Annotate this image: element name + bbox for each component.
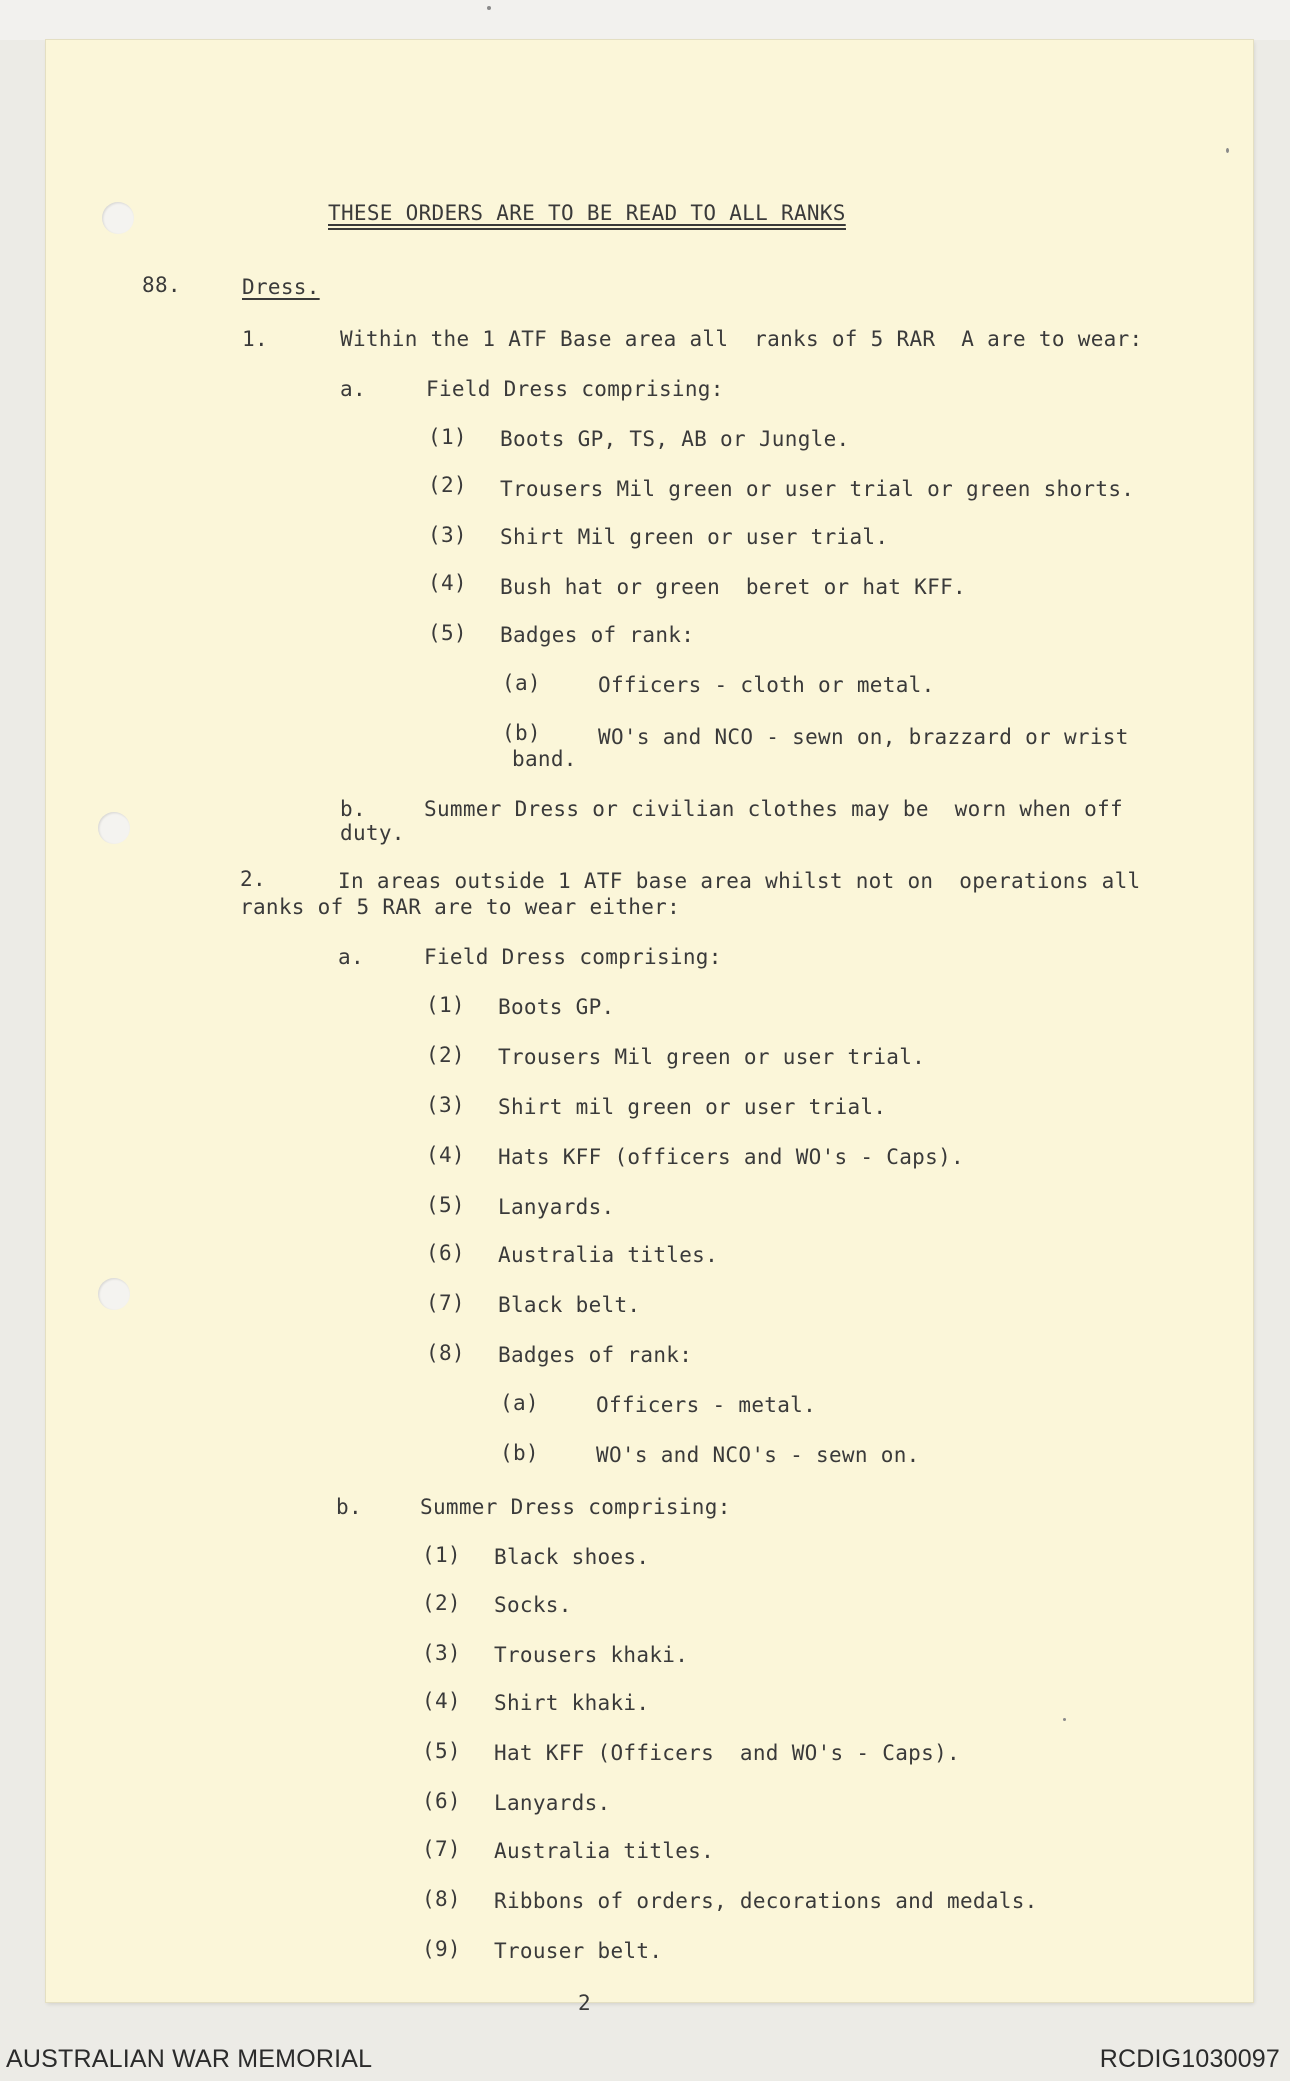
list-item-text: Australia titles.: [498, 1243, 719, 1267]
list-item-text: Lanyards.: [494, 1791, 611, 1815]
paragraph-number: 88.: [142, 273, 181, 297]
rank-item-number: (b): [502, 721, 541, 745]
scan-speck: [487, 6, 491, 10]
list-item-number: (8): [422, 1887, 461, 1911]
archive-id: RCDIG1030097: [1099, 2045, 1280, 2073]
list-item-text: Shirt Mil green or user trial.: [500, 525, 889, 549]
rank-item-text: WO's and NCO - sewn on, brazzard or wrist: [598, 725, 1129, 749]
scan-speck: [1063, 1718, 1066, 1721]
subsection-text: Field Dress comprising:: [426, 377, 724, 401]
rank-item-text: WO's and NCO's - sewn on.: [596, 1443, 920, 1467]
list-item-number: (5): [422, 1739, 461, 1763]
list-item-text: Lanyards.: [498, 1195, 615, 1219]
section-text: In areas outside 1 ATF base area whilst not on operations all: [338, 869, 1141, 893]
list-item-text: Shirt khaki.: [494, 1691, 650, 1715]
list-item-number: (5): [426, 1193, 465, 1217]
list-item-number: (4): [422, 1689, 461, 1713]
subsection-text-continued: duty.: [340, 821, 405, 845]
list-item-text: Trouser belt.: [494, 1939, 663, 1963]
subsection-label: a.: [340, 377, 366, 401]
list-item-text: Badges of rank:: [500, 623, 695, 647]
document-heading: THESE ORDERS ARE TO BE READ TO ALL RANKS: [328, 200, 846, 230]
list-item-text: Boots GP.: [498, 995, 615, 1019]
rank-item-number: (a): [502, 671, 541, 695]
list-item-text: Badges of rank:: [498, 1343, 693, 1367]
list-item-number: (3): [428, 523, 467, 547]
list-item-number: (3): [422, 1641, 461, 1665]
list-item-number: (2): [428, 473, 467, 497]
punch-hole: [102, 202, 134, 234]
scan-background: [0, 0, 1290, 40]
page-number: 2: [578, 1991, 591, 2015]
list-item-text: Trousers Mil green or user trial or green shorts.: [500, 477, 1135, 501]
list-item-text: Hat KFF (Officers and WO's - Caps).: [494, 1741, 960, 1765]
list-item-number: (5): [428, 621, 467, 645]
list-item-text: Boots GP, TS, AB or Jungle.: [500, 427, 850, 451]
list-item-text: Black shoes.: [494, 1545, 650, 1569]
list-item-text: Trousers Mil green or user trial.: [498, 1045, 926, 1069]
section-number: 2.: [240, 867, 266, 891]
subsection-text: Field Dress comprising:: [424, 945, 722, 969]
punch-hole: [98, 812, 130, 844]
subsection-text: Summer Dress comprising:: [420, 1495, 731, 1519]
list-item-number: (4): [426, 1143, 465, 1167]
subsection-label: b.: [336, 1495, 362, 1519]
list-item-text: Hats KFF (officers and WO's - Caps).: [498, 1145, 964, 1169]
paragraph-title: Dress.: [242, 275, 320, 299]
list-item-text: Black belt.: [498, 1293, 641, 1317]
list-item-number: (2): [422, 1591, 461, 1615]
list-item-text: Socks.: [494, 1593, 572, 1617]
list-item-text: Ribbons of orders, decorations and medals.: [494, 1889, 1038, 1913]
rank-item-number: (a): [500, 1391, 539, 1415]
list-item-number: (8): [426, 1341, 465, 1365]
archive-credit: AUSTRALIAN WAR MEMORIAL: [6, 2045, 373, 2073]
rank-item-text-continued: band.: [512, 747, 577, 771]
subsection-label: a.: [338, 945, 364, 969]
list-item-number: (3): [426, 1093, 465, 1117]
subsection-label: b.: [340, 797, 366, 821]
rank-item-number: (b): [500, 1441, 539, 1465]
section-text-continued: ranks of 5 RAR are to wear either:: [240, 895, 681, 919]
rank-item-text: Officers - cloth or metal.: [598, 673, 935, 697]
list-item-number: (9): [422, 1937, 461, 1961]
list-item-number: (4): [428, 571, 467, 595]
list-item-number: (7): [426, 1291, 465, 1315]
punch-hole: [98, 1278, 130, 1310]
list-item-text: Shirt mil green or user trial.: [498, 1095, 887, 1119]
scan-speck: [1226, 148, 1229, 153]
list-item-text: Trousers khaki.: [494, 1643, 689, 1667]
rank-item-text: Officers - metal.: [596, 1393, 817, 1417]
section-text: Within the 1 ATF Base area all ranks of 5 RAR A are to wear:: [340, 327, 1143, 351]
list-item-number: (6): [426, 1241, 465, 1265]
list-item-number: (1): [426, 993, 465, 1017]
list-item-text: Bush hat or green beret or hat KFF.: [500, 575, 966, 599]
list-item-text: Australia titles.: [494, 1839, 715, 1863]
list-item-number: (6): [422, 1789, 461, 1813]
subsection-text: Summer Dress or civilian clothes may be worn when off: [424, 797, 1123, 821]
list-item-number: (1): [422, 1543, 461, 1567]
list-item-number: (1): [428, 425, 467, 449]
list-item-number: (2): [426, 1043, 465, 1067]
list-item-number: (7): [422, 1837, 461, 1861]
section-number: 1.: [242, 327, 268, 351]
